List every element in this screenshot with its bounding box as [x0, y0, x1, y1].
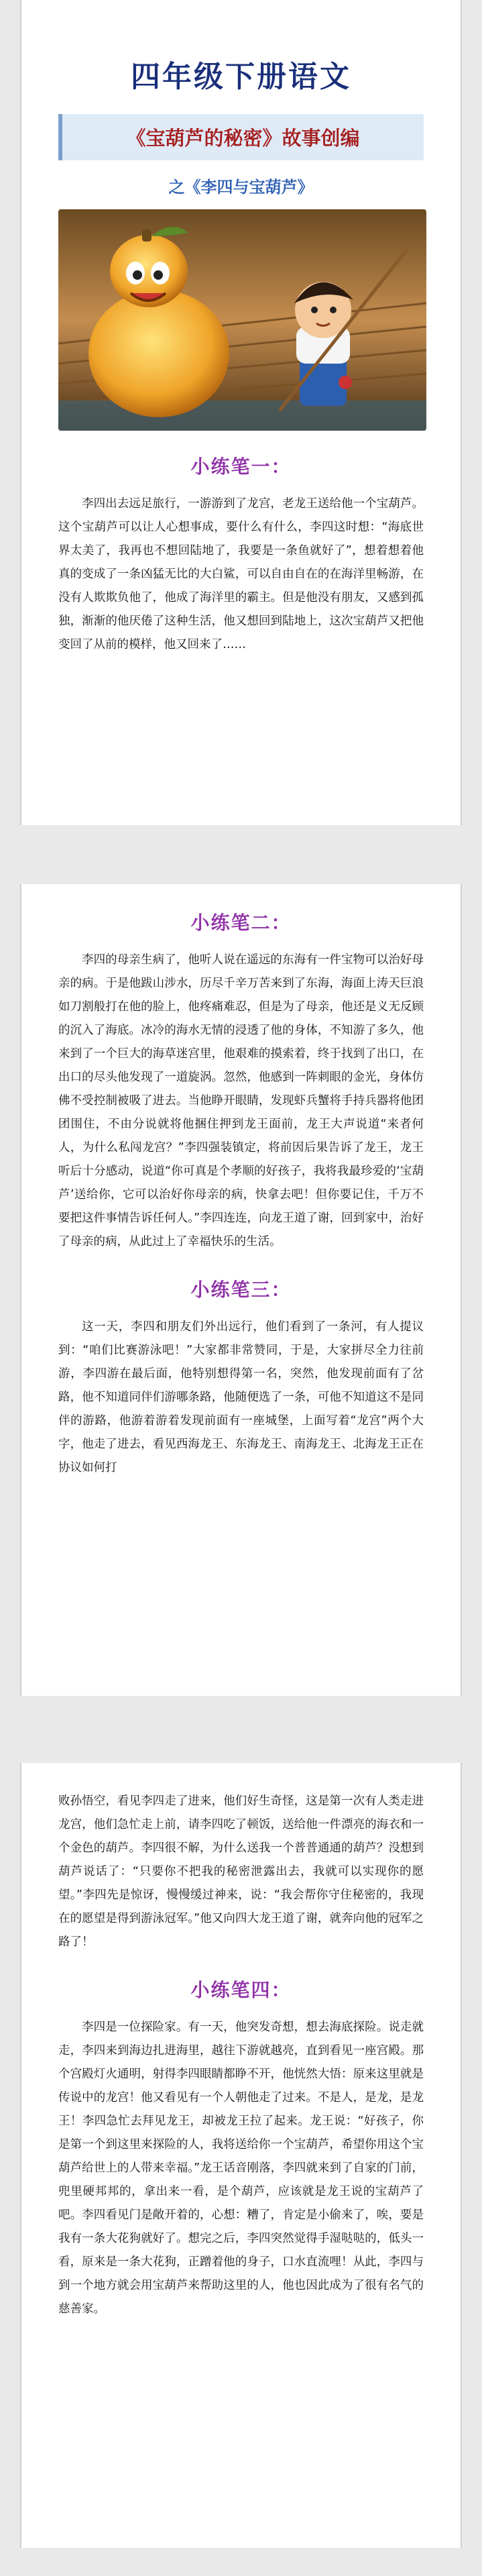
section-title-2: 小练笔二：	[190, 912, 292, 934]
section-text-3a: 这一天，李四和朋友们外出远行，他们看到了一条河，有人提议到：“咱们比赛游泳吧！”大家都非常赞同，于是，大家拼尽全力往前游，李四游在最后面，他特别想得第一名，突然，他发现前面有了岔路，他不知道同伴们游哪条路，他随便选了一条，可他不知道这不是同伴的游路，他游着游着发现前面有一座城堡，上面写着“龙宫”两个大字，他走了进去，看见西海龙王、东海龙王、南海龙王、北海龙王正在协议如何打	[58, 1320, 424, 1474]
chapter-title: 之《李四与宝葫芦》	[168, 178, 314, 197]
page-3	[20, 1763, 462, 2548]
story-subtitle: 《宝葫芦的秘密》故事创编	[58, 114, 424, 160]
gourd-boy-cartoon-icon	[58, 209, 426, 431]
section-text-4: 李四是一位探险家。有一天，他突发奇想，想去海底探险。说走就走，李四来到海边扎进海里，越往下游就越亮，直到看见一座宫殿。那个宫殿灯火通明，射得李四眼睛都睁不开，他恍然大悟：原来这里就是传说中的龙宫！他又看见有一个人朝他走了过来。不是人，是龙，是龙王！李四急忙去拜见龙王，却被龙王拉了起来。龙王说：“好孩子，你是第一个到这里来探险的人，我将送给你一个宝葫芦，希望你用这个宝葫芦给世上的人带来幸福。”龙王话音刚落，李四就来到了自家的门前，兜里硬邦邦的，拿出来一看，是个葫芦，应该就是龙王说的宝葫芦了吧。李四看见门是敞开着的，心想：糟了，肯定是小偷来了，唉，要是我有一条大花狗就好了。想完之后，李四突然觉得手湿哒哒的，低头一看，原来是一条大花狗，正蹭着他的身子，口水直流哩！从此，李四与到一个地方就会用宝葫芦来帮助这里的人，他也因此成为了很有名气的慈善家。	[58, 2021, 424, 2316]
page-title: 四年级下册语文	[131, 60, 351, 94]
page-1	[20, 0, 462, 825]
section-title-1: 小练笔一：	[190, 455, 292, 478]
section-title-3: 小练笔三：	[190, 1279, 292, 1301]
section-title-4: 小练笔四：	[190, 1979, 292, 2001]
section-text-3b: 败孙悟空，看见李四走了进来，他们好生奇怪，这是第一次有人类走进龙宫，他们急忙走上前，请李四吃了顿饭，送给他一件漂亮的海衣和一个金色的葫芦。李四很不解，为什么送我一个普普通通的葫芦？没想到葫芦说话了：“只要你不把我的秘密泄露出去，我就可以实现你的愿望。”李四先是惊讶，慢慢缓过神来，说：“我会帮你守住秘密的，我现在的愿望是得到游泳冠军。”他又向四大龙王道了谢，就奔向他的冠军之路了！	[58, 1794, 424, 1949]
section-text-2: 李四的母亲生病了，他听人说在遥远的东海有一件宝物可以治好母亲的病。于是他跋山涉水，历尽千辛万苦来到了东海，海面上涛天巨浪如刀割般打在他的脸上，他疼痛难忍，但是为了母亲，他还是义无反顾的沉入了海底。冰冷的海水无情的浸透了他的身体，不知游了多久，他来到了一个巨大的海草迷宫里，他艰难的摸索着，终于找到了出口，在出口的尽头他发现了一道旋涡。忽然，他感到一阵刺眼的金光，身体仿佛不受控制被吸了进去。当他睁开眼睛，发现虾兵蟹将手持兵器将他团团围住，不由分说就将他捆住押到龙王面前，龙王大声说道“来者何人，为什么私闯龙宫？”李四强装镇定，将前因后果告诉了龙王，龙王听后十分感动，说道“你可真是个孝顺的好孩子，我将我最珍爱的‘宝葫芦’送给你，它可以治好你母亲的病，快拿去吧！但你要记住，千万不要把这件事情告诉任何人。”李四连连，向龙王道了谢，回到家中，治好了母亲的病，从此过上了幸福快乐的生活。	[58, 953, 424, 1248]
section-text-1: 李四出去远足旅行，一游游到了龙宫，老龙王送给他一个宝葫芦。这个宝葫芦可以让人心想事成，要什么有什么，李四这时想：“海底世界太美了，我再也不想回陆地了，我要是一条鱼就好了”，想着想着他真的变成了一条凶猛无比的大白鲨，可以自由自在的在海洋里畅游，在没有人欺欺负他了，他成了海洋里的霸主。但是他没有朋友，又感到孤独，渐渐的他厌倦了这种生活，他又想回到陆地上，这次宝葫芦又把他变回了从前的模样，他又回来了……	[58, 497, 424, 651]
page-2	[20, 884, 462, 1696]
